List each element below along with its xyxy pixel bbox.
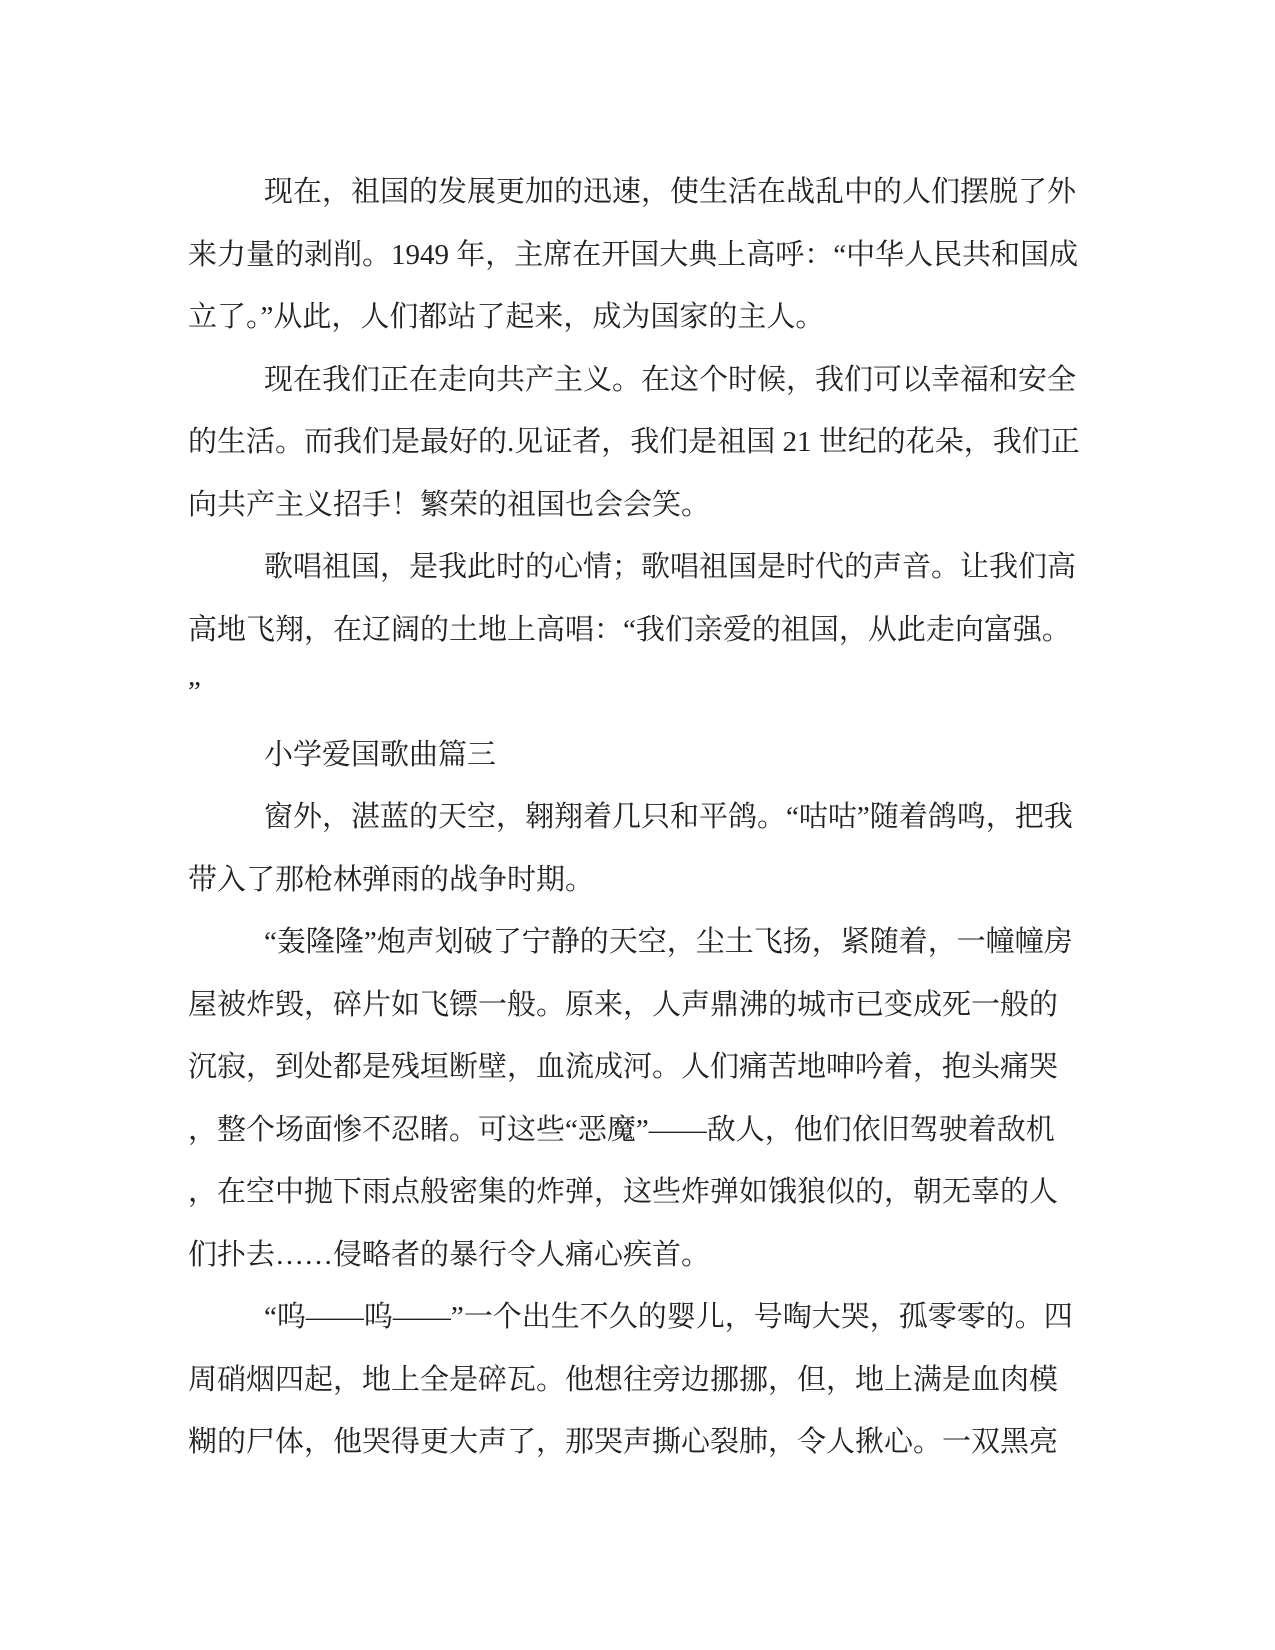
- text-line: “轰隆隆”炮声划破了宁静的天空，尘土飞扬，紧随着，一幢幢房: [264, 926, 1073, 958]
- text-line: 高地飞翔，在辽阔的土地上高唱：“我们亲爱的祖国，从此走向富强。: [188, 613, 1071, 646]
- text-line: 来力量的剥削。1949 年，主席在开国大典上高呼：“中华人民共和国成: [188, 238, 1079, 271]
- document-text-block: [188, 161, 1088, 1474]
- text-line: 们扑去……侵略者的暴行令人痛心疾首。: [188, 1238, 711, 1271]
- text-line: “呜——呜——”一个出生不久的婴儿，号啕大哭，孤零零的。四: [264, 1301, 1073, 1333]
- text-line: 现在我们正在走向共产主义。在这个时候，我们可以幸福和安全: [264, 363, 1077, 396]
- text-line: 的生活。而我们是最好的.见证者，我们是祖国 21 世纪的花朵，我们正: [188, 426, 1080, 458]
- text-line: 向共产主义招手！繁荣的祖国也会会笑。: [188, 488, 711, 521]
- text-line: ，整个场面惨不忍睹。可这些“恶魔”——敌人，他们依旧驾驶着敌机: [188, 1113, 1055, 1146]
- text-line: 带入了那枪林弹雨的战争时期。: [188, 863, 595, 896]
- text-line: 现在，祖国的发展更加的迅速，使生活在战乱中的人们摆脱了外: [264, 176, 1077, 208]
- section-heading-line: 小学爱国歌曲篇三: [264, 738, 497, 771]
- text-line: 沉寂，到处都是残垣断壁，血流成河。人们痛苦地呻吟着，抱头痛哭: [188, 1051, 1059, 1083]
- text-line: 屋被炸毁，碎片如飞镖一般。原来，人声鼎沸的城市已变成死一般的: [188, 988, 1059, 1021]
- text-line: ，在空中抛下雨点般密集的炸弹，这些炸弹如饿狼似的，朝无辜的人: [188, 1176, 1059, 1208]
- text-line: 歌唱祖国，是我此时的心情；歌唱祖国是时代的声音。让我们高: [264, 551, 1077, 583]
- text-line: 立了。”从此，人们都站了起来，成为国家的主人。: [188, 301, 825, 333]
- text-line: 周硝烟四起，地上全是碎瓦。他想往旁边挪挪，但，地上满是血肉模: [188, 1363, 1059, 1396]
- text-line: ”: [188, 676, 201, 708]
- text-line: 糊的尸体，他哭得更大声了，那哭声撕心裂肺，令人揪心。一双黑亮: [188, 1426, 1059, 1458]
- text-line: 窗外，湛蓝的天空，翱翔着几只和平鸽。“咕咕”随着鸽鸣，把我: [264, 801, 1073, 833]
